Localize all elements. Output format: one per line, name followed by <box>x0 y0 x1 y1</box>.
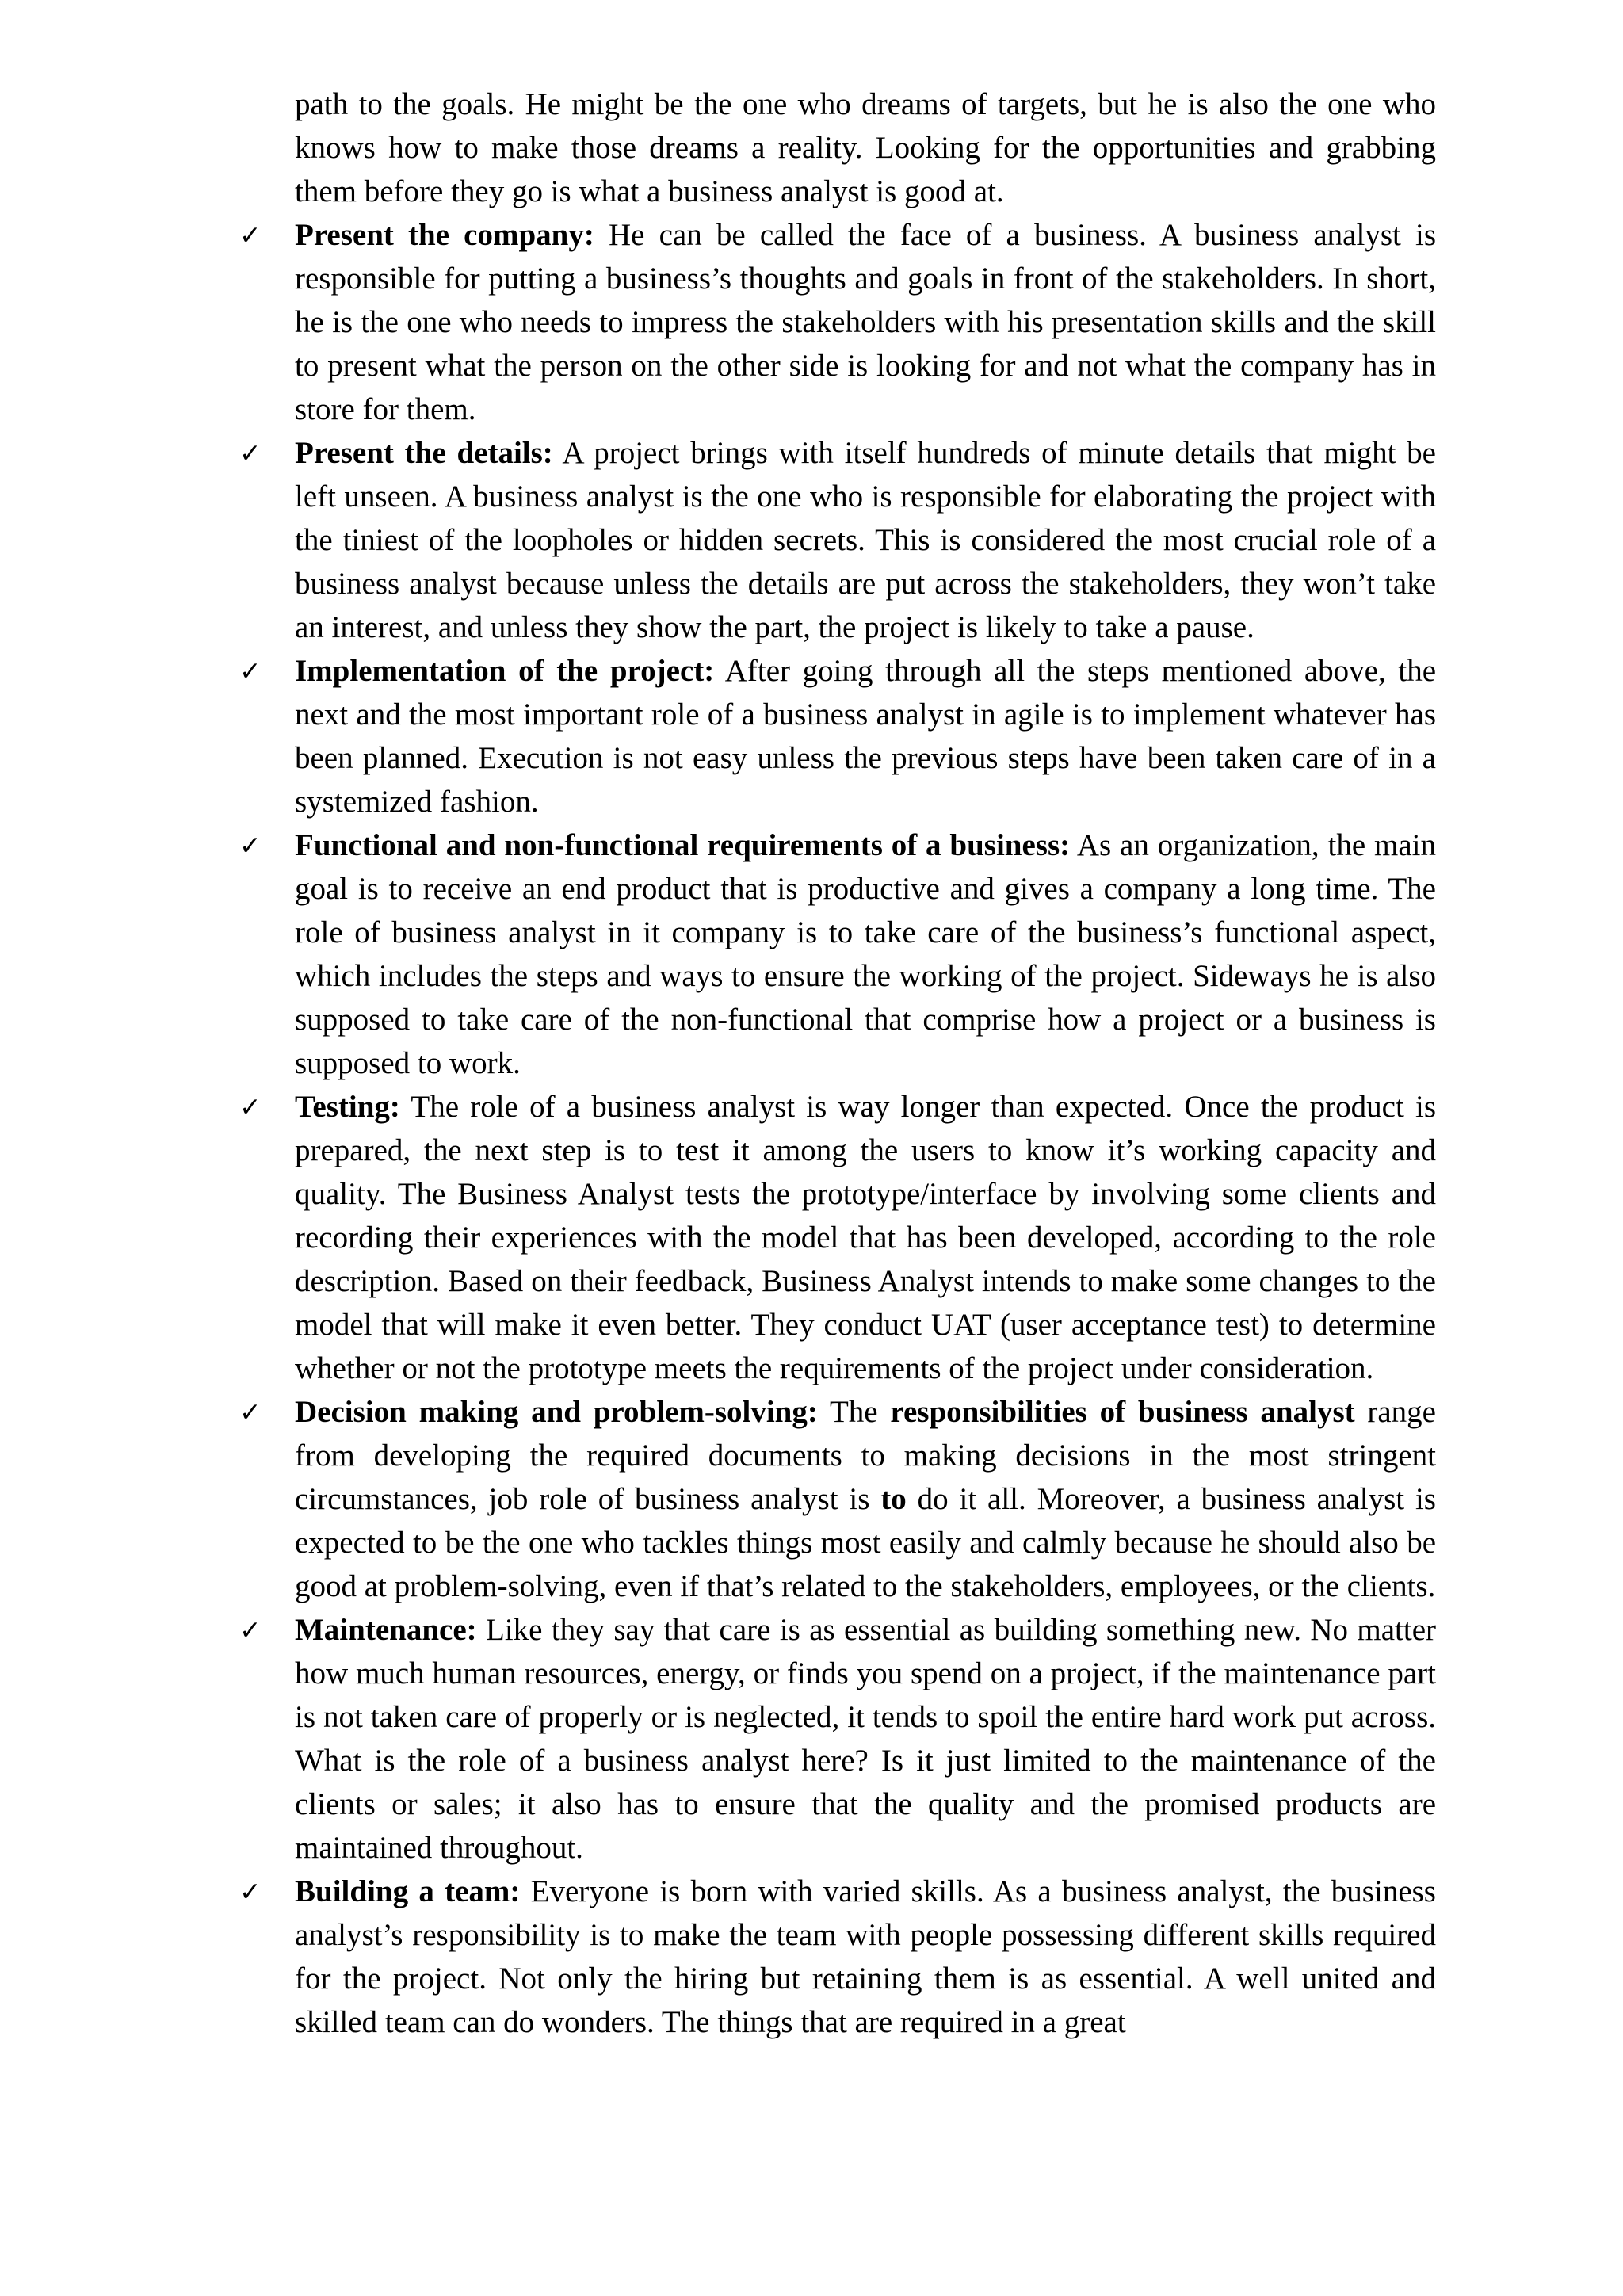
item-text: Everyone is born with varied skills. As a business analyst, the business analyst’s responsibility is to make the team with people possessing different skills required for the project. Not only the hiring but retaining them is as essential. A well united and skilled team can do wonders. The things that are required in a great <box>295 1874 1436 2039</box>
checkmark-icon: ✓ <box>239 437 262 468</box>
checkmark-icon: ✓ <box>239 1614 262 1645</box>
checkmark-icon: ✓ <box>239 1396 262 1427</box>
intro-paragraph: path to the goals. He might be the one who dreams of targets, but he is also the one who knows how to make those dreams a reality. Looking for the opportunities and grabbing them before they go is what a business analyst is good at. <box>295 87 1436 208</box>
list-item <box>239 1608 1436 1870</box>
item-title: Present the company: <box>295 218 594 252</box>
list-item <box>239 1870 1436 2044</box>
item-bold-phrase: responsibilities of business analyst <box>890 1395 1355 1429</box>
item-title: Testing: <box>295 1090 400 1124</box>
item-text: As an organization, the main goal is to receive an end product that is productive and gives a company a long time. The role of business analyst in it company is to take care of the business’s functional aspect, which includes the steps and ways to ensure the working of the project. Sideways he is also supposed to take care of the non-functional that comprise how a project or a business is supposed to work. <box>295 828 1436 1080</box>
item-text: Like they say that care is as essential as building something new. No matter how much human resources, energy, or finds you spend on a project, if the maintenance part is not taken care of properly or is neglected, it tends to spoil the entire hard work put across. What is the role of a business analyst here? Is it just limited to the maintenance of the clients or sales; it also has to ensure that the quality and the promised products are maintained throughout. <box>295 1613 1436 1865</box>
list-item <box>239 649 1437 823</box>
list-item <box>239 1390 1436 1608</box>
item-text: He can be called the face of a business. A business analyst is responsible for putting a business’s thoughts and goals in front of the stakeholders. In short, he is the one who needs to impress the stakeholders with his presentation skills and the skill to present what the person on the other side is looking for and not what the company has in store for them. <box>295 218 1436 426</box>
item-text: range from developing the required documents to making decisions in the most stringent circumstances, job role of business analyst is <box>295 1395 1436 1516</box>
checkmark-icon: ✓ <box>239 830 262 861</box>
item-text: After going through all the steps mentioned above, the next and the most important role of a business analyst in agile is to implement whatever has been planned. Execution is not easy unless the previous steps have been taken care of in a systemized fashion. <box>295 654 1437 819</box>
item-title: Maintenance: <box>295 1613 477 1647</box>
item-bold-word: to <box>880 1482 907 1516</box>
item-text: do it all. Moreover, a business analyst is expected to be the one who tackles things most easily and calmly because he should also be good at problem-solving, even if that’s related to the stakeholders, employees, or the clients. <box>295 1482 1436 1603</box>
checkmark-icon: ✓ <box>239 1091 262 1122</box>
item-title: Building a team: <box>295 1874 521 1908</box>
checkmark-icon: ✓ <box>239 655 262 686</box>
item-title: Present the details: <box>295 436 553 470</box>
checkmark-icon: ✓ <box>239 1876 262 1907</box>
item-title: Decision making and problem-solving: <box>295 1395 818 1429</box>
item-text: A project brings with itself hundreds of minute details that might be left unseen. A business analyst is the one who is responsible for elaborating the project with the tiniest of the loopholes or hidden secrets. This is considered the most crucial role of a business analyst because unless the details are put across the stakeholders, they won’t take an interest, and unless they show the part, the project is likely to take a pause. <box>295 436 1436 644</box>
checkmark-icon: ✓ <box>239 220 262 250</box>
item-text: The <box>817 1395 891 1429</box>
item-title: Functional and non-functional requirements of a business: <box>295 828 1071 862</box>
list-item <box>239 1085 1436 1390</box>
responsibilities-list <box>239 213 1437 2044</box>
list-item <box>239 213 1436 431</box>
item-text: The role of a business analyst is way longer than expected. Once the product is prepared, the next step is to test it among the users to know it’s working capacity and quality. The Business Analyst tests the prototype/interface by involving some clients and recording their experiences with the model that has been developed, according to the role description. Based on their feedback, Business Analyst intends to make some changes to the model that will make it even better. They conduct UAT (user acceptance test) to determine whether or not the prototype meets the requirements of the project under consideration. <box>295 1090 1436 1385</box>
list-item <box>239 823 1436 1085</box>
document-body <box>239 82 1437 2044</box>
list-item <box>239 431 1436 649</box>
item-title: Implementation of the project: <box>295 654 715 688</box>
